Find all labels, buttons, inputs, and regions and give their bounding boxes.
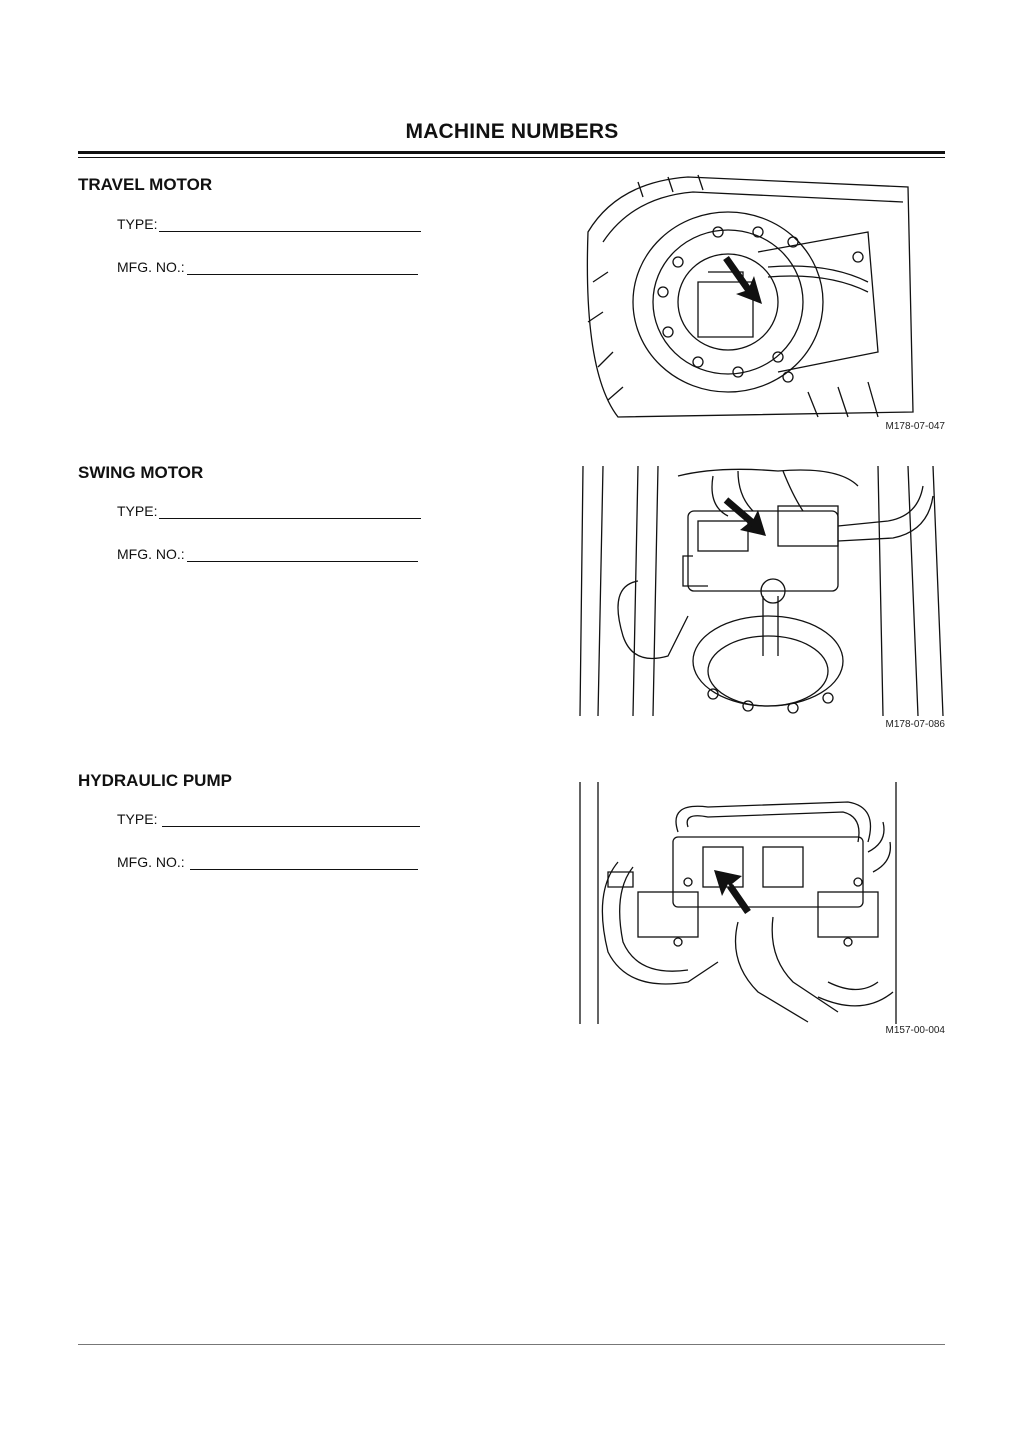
swing-motor-type-field[interactable] [117,503,421,519]
mfg-label: MFG. NO.: [117,854,185,870]
mfg-label: MFG. NO.: [117,546,185,562]
figure-code: M178-07-086 [885,719,945,730]
title-rule-thick [78,151,945,154]
figure-code: M157-00-004 [885,1025,945,1036]
mfg-blank-line[interactable] [187,547,418,562]
travel-motor-mfg-field[interactable] [117,259,418,275]
page-title: MACHINE NUMBERS [405,120,619,143]
title-rule-thin [78,157,945,158]
type-label: TYPE: [117,216,158,232]
hydraulic-pump-illustration [578,782,898,1024]
mfg-blank-line[interactable] [190,855,418,870]
swing-motor-illustration [578,466,946,716]
type-label: TYPE: [117,503,158,519]
type-label: TYPE: [117,811,158,827]
type-blank-line[interactable] [159,217,421,232]
section-title-swing-motor: SWING MOTOR [78,463,204,482]
section-title-hydraulic-pump: HYDRAULIC PUMP [78,771,232,790]
mfg-label: MFG. NO.: [117,259,185,275]
footer-rule [78,1344,945,1345]
figure-code: M178-07-047 [885,421,945,432]
travel-motor-illustration [578,172,918,420]
hydraulic-pump-type-field[interactable] [117,811,420,827]
type-blank-line[interactable] [159,504,421,519]
swing-motor-mfg-field[interactable] [117,546,418,562]
type-blank-line[interactable] [162,812,420,827]
mfg-blank-line[interactable] [187,260,418,275]
travel-motor-type-field[interactable] [117,216,421,232]
hydraulic-pump-mfg-field[interactable] [117,854,418,870]
section-title-travel-motor: TRAVEL MOTOR [78,175,213,194]
